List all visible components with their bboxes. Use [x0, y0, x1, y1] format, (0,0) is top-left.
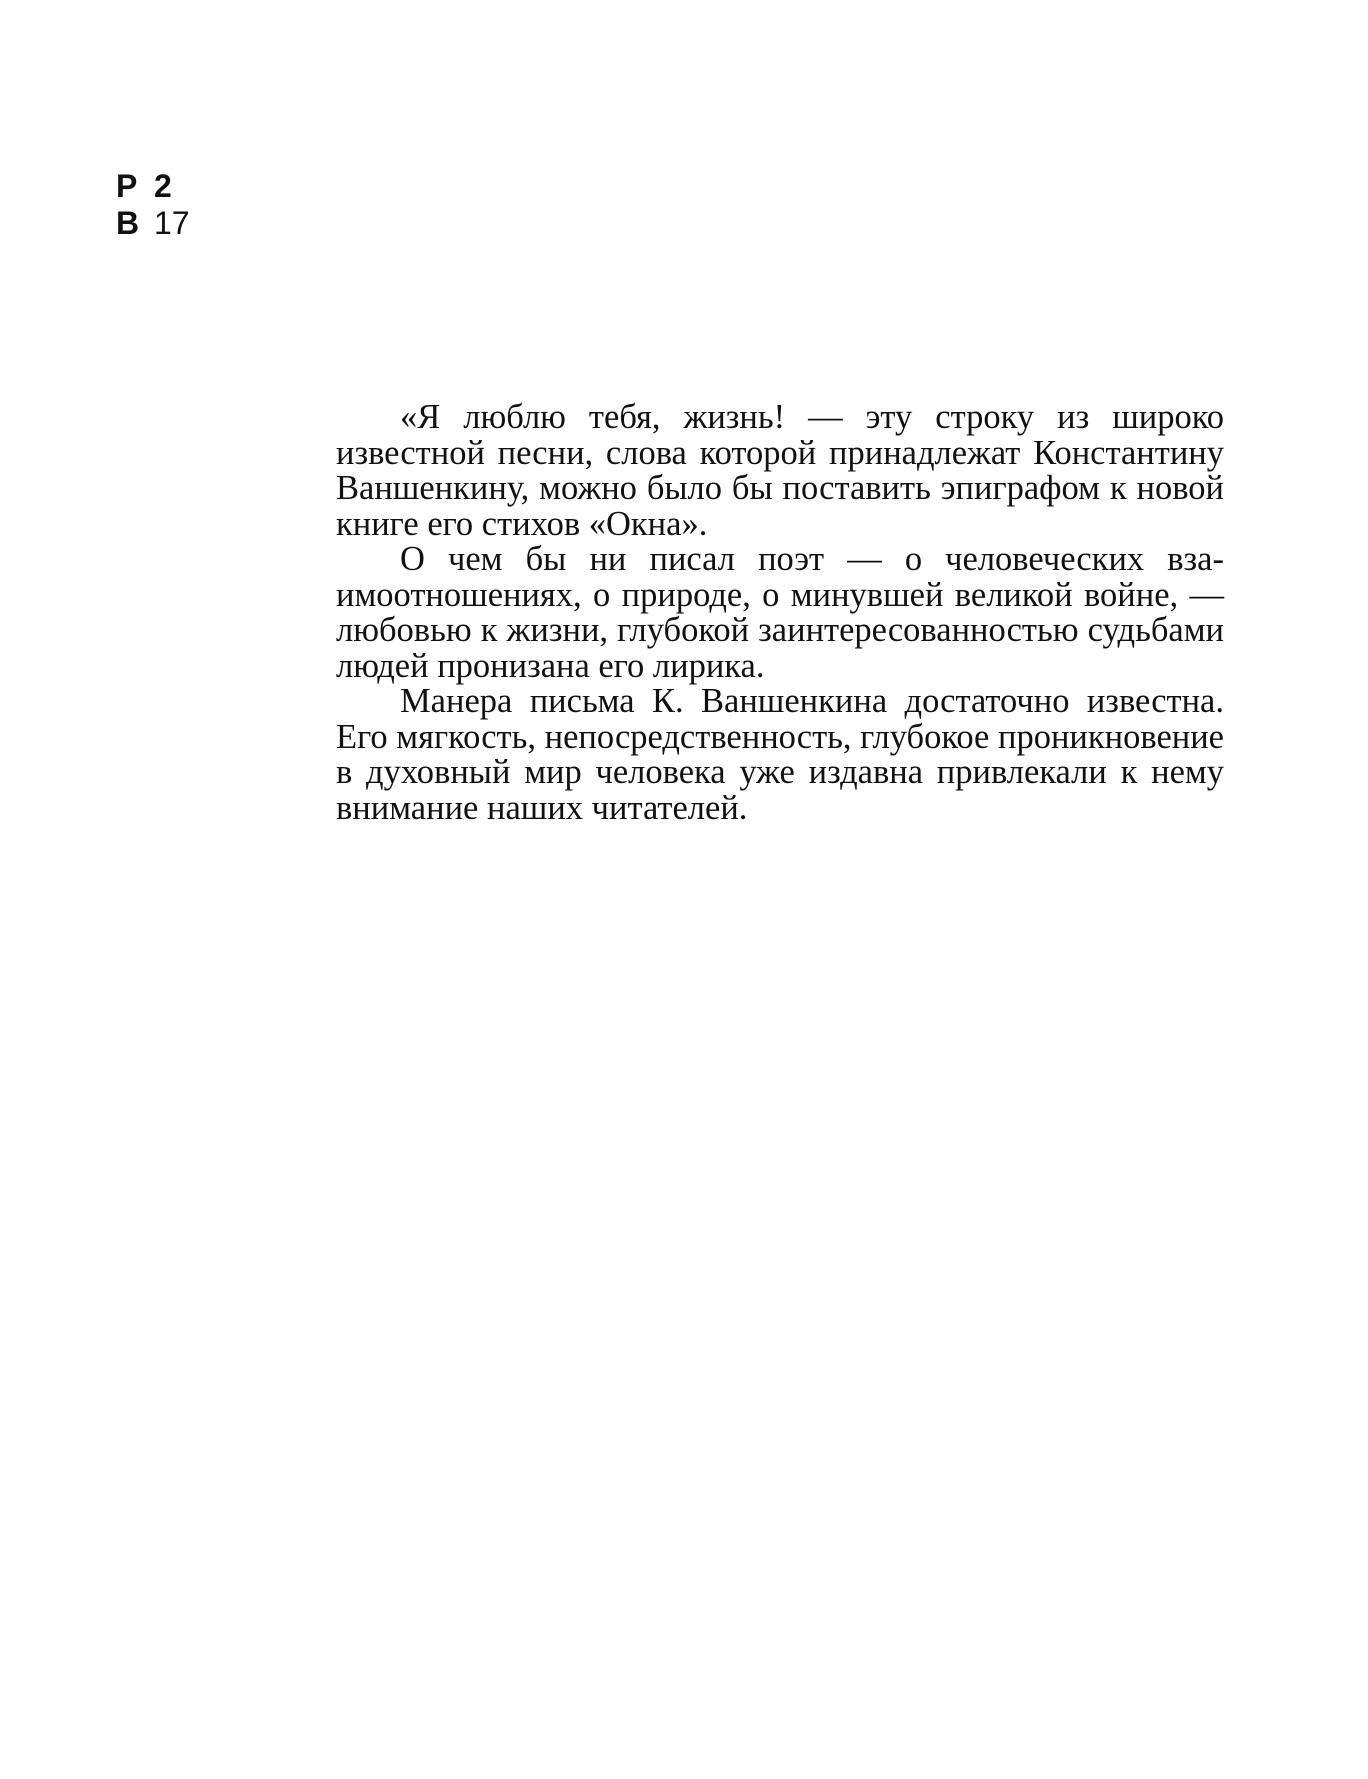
catalog-code-line-2	[116, 205, 190, 242]
annotation-paragraph-1: «Я люблю тебя, жизнь! — эту строку из широко известной песни, слова которой принадлежат Константину Ваншенкину, можно было бы поставить эпиграфом к новой книге его стихов «Окна».	[336, 398, 1224, 543]
catalog-code-number: 17	[154, 205, 190, 241]
catalog-code-number: 2	[154, 168, 172, 204]
annotation-paragraph-3: Манера письма К. Ваншенкина достаточно известна. Его мягкость, непосредственность, глубокое проникновение в духовный мир человека уже издавна привлекали к нему внимание наших читателей.	[336, 682, 1224, 827]
annotation-text	[336, 400, 1224, 826]
catalog-code-line-1	[116, 168, 190, 205]
catalog-code	[116, 168, 190, 242]
catalog-code-letter: В	[116, 205, 140, 241]
annotation-paragraph-2: О чем бы ни писал поэт — о человеческих взаимоотношениях, о природе, о минувшей великой войне, — любовью к жизни, глубокой заинтересованностью судьбами людей пронизана его лирика.	[336, 540, 1224, 685]
catalog-code-letter: Р	[116, 168, 138, 204]
